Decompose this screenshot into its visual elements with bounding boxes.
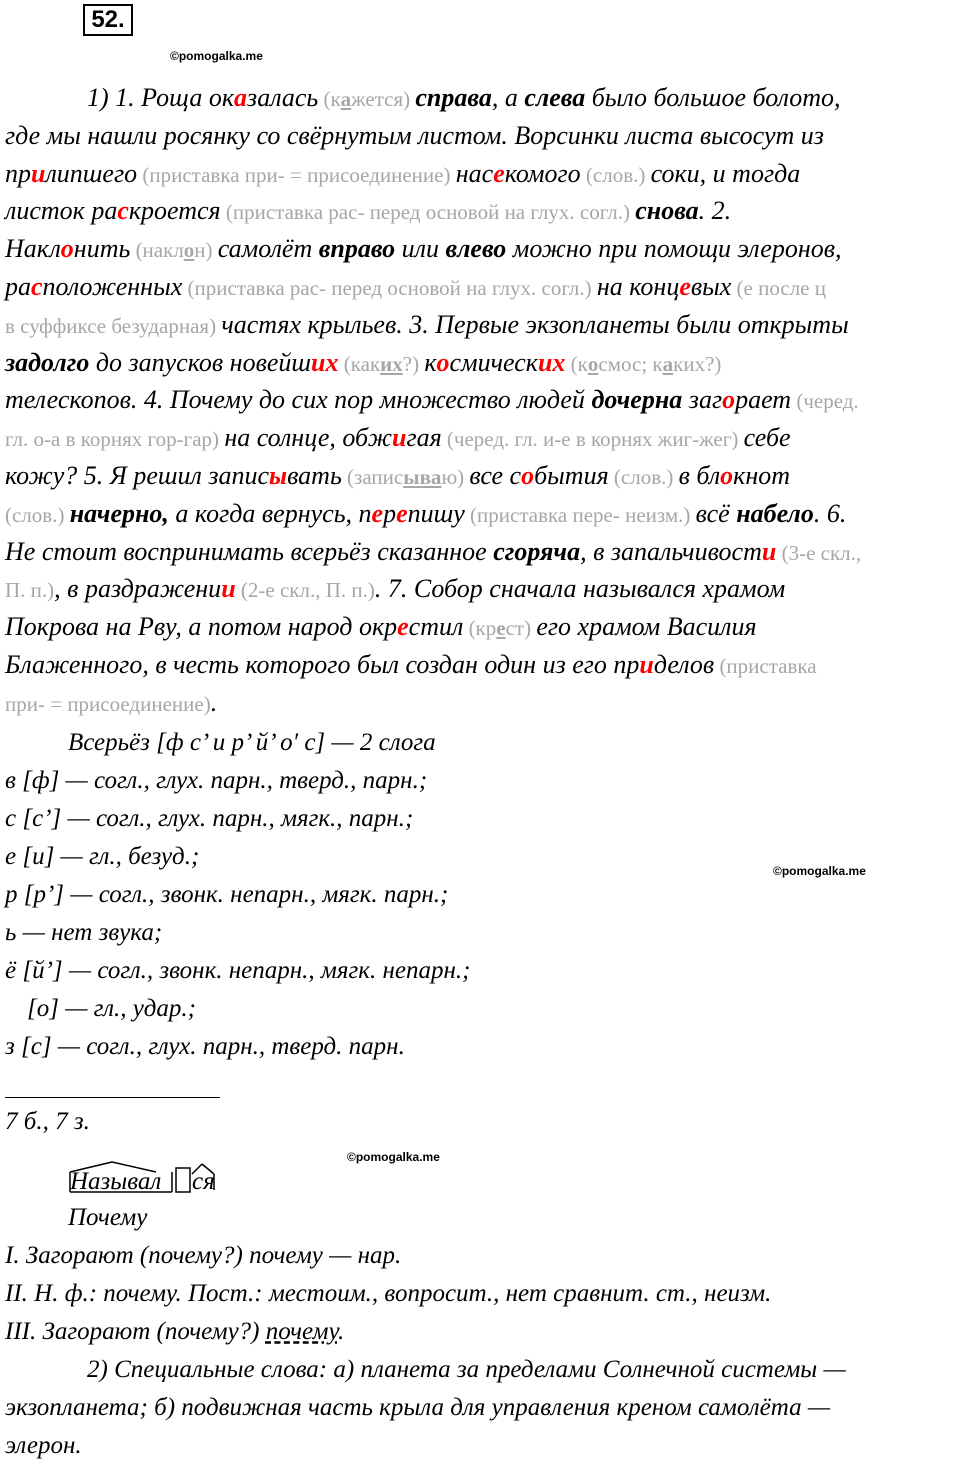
text-line: Не стоит воспринимать всерьёз сказанное сгоряча, в запальчивости (3-е скл.,: [5, 536, 862, 566]
text-line: где мы нашли росянку со свёрнутым листом. Ворсинки листа высосут из: [5, 120, 824, 150]
text-line: (слов.) начерно, а когда вернусь, перепишу (приставка пере- неизм.) всё набело. 6.: [5, 498, 847, 528]
postfix-text: ся: [192, 1168, 215, 1195]
exercise-number: 52.: [83, 4, 133, 36]
watermark: ©pomogalka.me: [170, 49, 263, 63]
analysis-line: III. Загорают (почему?) почему.: [5, 1318, 345, 1345]
divider: [5, 1097, 220, 1098]
text-line: Наклонить (наклон) самолёт вправо или влево можно при помощи элеронов,: [5, 234, 842, 264]
text-line: в суффиксе безударная) частях крыльев. 3. Первые экзопланеты были открыты: [5, 309, 849, 339]
text-line: Блаженного, в честь которого был создан один из его приделов (приставка: [5, 649, 817, 679]
text-line: П. п.), в раздражении (2-е скл., П. п.). 7. Собор сначала назывался храмом: [5, 574, 786, 604]
phonetic-line: е [и] — гл., безуд.;: [5, 843, 200, 870]
text-line: 1) 1. Роща оказалась (кажется) справа, а слева было большое болото,: [87, 83, 841, 112]
text-line: при- = присоединение).: [5, 687, 218, 717]
watermark: ©pomogalka.me: [347, 1150, 440, 1164]
morpheme-diagram: [68, 1160, 218, 1196]
text-line: листок раскроется (приставка рас- перед основой на глух. согл.) снова. 2.: [5, 196, 732, 226]
phonetic-line: с [с’] — согл., глух. парн., мягк., парн.;: [5, 805, 414, 832]
text-line: Покрова на Рву, а потом народ окрестил (крест) его храмом Василия: [5, 612, 757, 642]
morphology-analysis: [5, 1199, 955, 1351]
sound-count-text: 7 б., 7 з.: [5, 1108, 90, 1135]
text-line: прилипшего (приставка при- = присоединение) насекомого (слов.) соки, и тогда: [5, 158, 801, 188]
phonetic-line: в [ф] — согл., глух. парн., тверд., парн.;: [5, 767, 428, 794]
text-line: экзопланета; б) подвижная часть крыла для управления креном самолёта —: [5, 1394, 831, 1421]
text-line: телескопов. 4. Почему до сих пор множество людей дочерна загорает (черед.: [5, 385, 859, 415]
text-line: гл. о-а в корнях гор-гар) на солнце, обжигая (черед. гл. и-е в корнях жиг-жег) себе: [5, 423, 791, 453]
text-line: задолго до запусков новейших (каких?) космических (космос; каких?): [5, 347, 722, 377]
sound-count: [5, 1103, 955, 1141]
analysis-line: I. Загорают (почему?) почему — нар.: [5, 1242, 402, 1269]
phonetic-line: з [с] — согл., глух. парн., тверд. парн.: [5, 1033, 405, 1060]
text-line: расположенных (приставка рас- перед основой на глух. согл.) на концевых (е после ц: [5, 271, 826, 301]
part2-text: [5, 1351, 955, 1465]
watermark: ©pomogalka.me: [773, 864, 866, 878]
analysis-line: II. Н. ф.: почему. Пост.: местоим., вопросит., нет сравнит. ст., неизм.: [5, 1280, 772, 1307]
morpheme-parse: [68, 1160, 218, 1201]
phonetic-line: р [р’] — согл., звонк. непарн., мягк. парн.;: [5, 881, 449, 908]
phonetic-line: [о] — гл., удар.;: [27, 995, 197, 1022]
word-base-text: Называл: [70, 1168, 162, 1195]
adverbial-underline: почему: [265, 1318, 338, 1345]
text-line: кожу? 5. Я решил записывать (записываю) все события (слов.) в блокнот: [5, 460, 791, 490]
text-line: элерон.: [5, 1432, 82, 1459]
text-line: 2) Специальные слова: а) планета за пределами Солнечной системы —: [87, 1356, 846, 1383]
analysis-word: Почему: [68, 1204, 148, 1231]
phonetic-analysis: [5, 724, 955, 1066]
phonetic-line: ь — нет звука;: [5, 919, 163, 946]
part1-text: [5, 79, 957, 722]
phonetic-line: ё [й’] — согл., звонк. непарн., мягк. непарн.;: [5, 957, 471, 984]
phonetic-title: Всерьёз [ф с’ и р’ й’ о′ с] — 2 слога: [68, 729, 436, 756]
ending-box: [176, 1168, 190, 1192]
